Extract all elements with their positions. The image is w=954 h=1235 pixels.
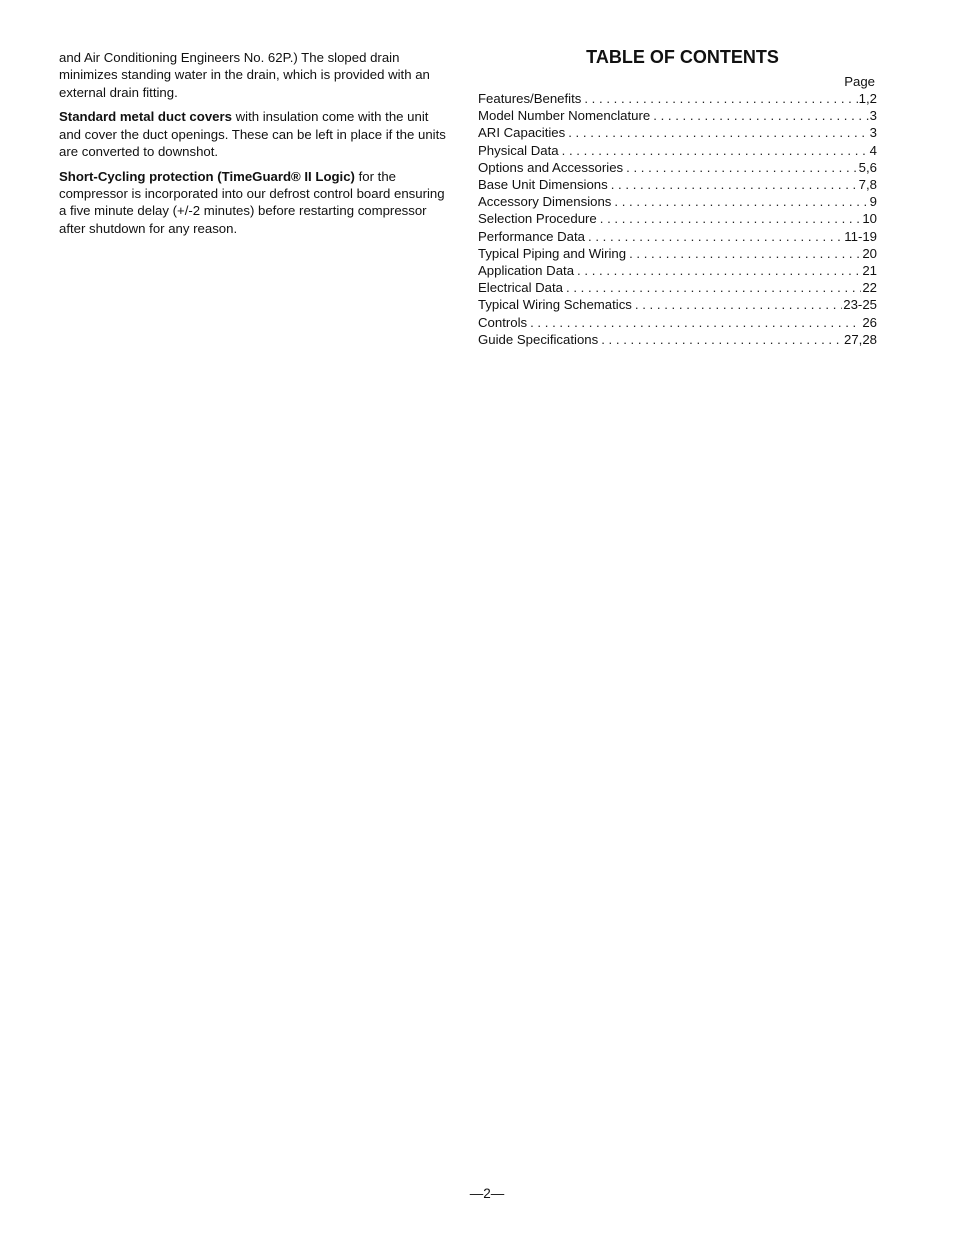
toc-entry-page: 22	[862, 280, 877, 296]
toc-entry[interactable]	[478, 296, 877, 313]
toc-entry[interactable]	[478, 279, 877, 296]
toc-entry-label: Features/Benefits	[478, 91, 582, 106]
toc-entry-list	[478, 90, 877, 348]
toc-entry[interactable]	[478, 314, 877, 331]
paragraph-short-cycling	[59, 168, 454, 237]
toc-leader-dots	[577, 262, 861, 279]
toc-entry-label: Base Unit Dimensions	[478, 177, 608, 193]
toc-entry[interactable]	[478, 245, 877, 262]
toc-leader-dots	[626, 159, 858, 176]
toc-entry-page: 20	[862, 245, 877, 261]
toc-entry[interactable]	[478, 142, 877, 159]
toc-entry-page: 23-25	[843, 297, 877, 313]
toc-entry-label: Electrical Data	[478, 280, 564, 296]
toc-entry-page: 5,6	[858, 159, 877, 175]
toc-entry-label: Selection Procedure	[478, 211, 597, 227]
toc-entry-page: 9	[869, 194, 877, 210]
toc-leader-dots	[566, 279, 861, 296]
toc-entry-page: 4	[869, 142, 877, 158]
toc-page-header: Page	[844, 74, 875, 89]
toc-entry-page: 27,28	[843, 331, 877, 347]
toc-leader-dots	[600, 210, 862, 227]
toc-leader-dots	[629, 245, 861, 262]
toc-leader-dots	[601, 331, 843, 348]
toc-entry-label: Typical Wiring Schematics	[478, 297, 632, 313]
toc-title: TABLE OF CONTENTS	[586, 47, 779, 67]
toc-entry[interactable]	[478, 210, 877, 227]
toc-leader-dots	[568, 124, 868, 141]
toc-entry[interactable]	[478, 107, 877, 124]
toc-entry-label: Accessory Dimensions	[478, 194, 612, 210]
toc-entry-label: Guide Specifications	[478, 331, 599, 347]
toc-entry-page: 3	[869, 108, 877, 124]
toc-leader-dots	[588, 228, 843, 245]
toc-entry-label: Application Data	[478, 263, 575, 279]
toc-leader-dots	[653, 107, 868, 124]
toc-entry-label: Controls	[478, 314, 528, 330]
toc-leader-dots	[614, 193, 868, 210]
toc-entry-page: 10	[862, 211, 877, 227]
toc-entry-label: Options and Accessories	[478, 159, 624, 175]
toc-entry-page: 21	[862, 263, 877, 279]
toc-entry-page: 3	[869, 125, 877, 141]
table-of-contents	[478, 46, 877, 348]
toc-entry[interactable]	[478, 176, 877, 193]
toc-entry-label: Typical Piping and Wiring	[478, 245, 627, 261]
toc-entry-page: 7,8	[858, 177, 877, 193]
toc-entry-page: 1,2	[858, 91, 877, 106]
toc-entry-label: Physical Data	[478, 142, 559, 158]
toc-entry[interactable]	[478, 331, 877, 348]
body-text-column	[59, 49, 454, 244]
toc-entry-page: 11-19	[844, 228, 877, 244]
toc-entry[interactable]	[478, 262, 877, 279]
toc-entry[interactable]	[478, 159, 877, 176]
toc-entry-label: Performance Data	[478, 228, 586, 244]
paragraph-drain	[59, 49, 454, 101]
toc-leader-dots	[584, 90, 857, 107]
toc-leader-dots	[562, 142, 869, 159]
duct-covers-text: with insulation come with the unit and cover the duct openings. These can be left in place if the units are converted to downshot.	[59, 109, 446, 159]
duct-covers-heading: Standard metal duct covers	[59, 109, 232, 125]
toc-entry-label: Model Number Nomenclature	[478, 108, 651, 124]
toc-entry[interactable]	[478, 124, 877, 141]
toc-entry[interactable]	[478, 193, 877, 210]
short-cycling-text: for the compressor is incorporated into our defrost control board ensuring a five minute delay (+/-2 minutes) before restarting compressor after shutdown for any reason.	[59, 168, 445, 236]
toc-entry[interactable]	[478, 90, 877, 107]
toc-entry[interactable]	[478, 228, 877, 245]
paragraph-duct-covers	[59, 108, 454, 160]
toc-leader-dots	[530, 314, 861, 331]
page-number: —2—	[469, 1186, 505, 1201]
toc-leader-dots	[611, 176, 858, 193]
toc-leader-dots	[635, 296, 842, 313]
paragraph-drain-text: and Air Conditioning Engineers No. 62P.) The sloped drain minimizes standing water in the drain, which is provided with an external drain fitting.	[59, 50, 430, 100]
short-cycling-heading: Short-Cycling protection (TimeGuard® II Logic)	[59, 168, 355, 184]
toc-entry-page: 26	[862, 314, 877, 330]
toc-entry-label: ARI Capacities	[478, 125, 566, 141]
